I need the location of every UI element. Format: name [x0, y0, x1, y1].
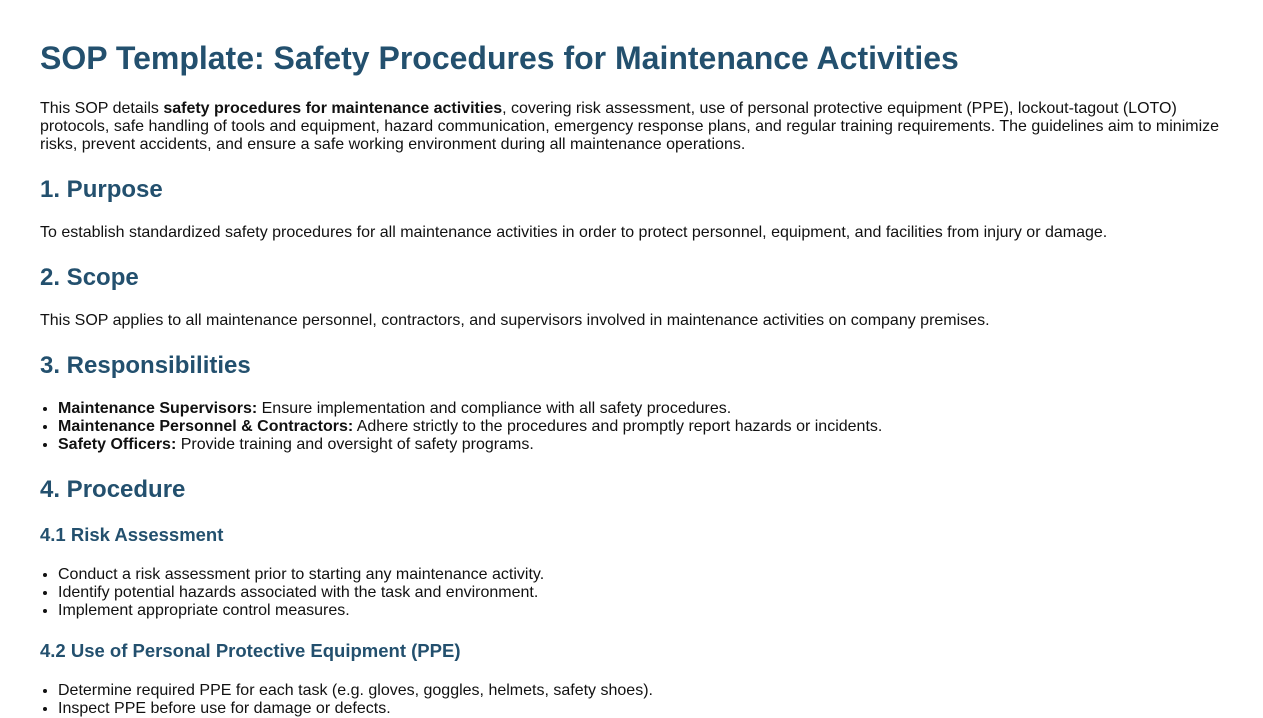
list-item [58, 436, 1223, 454]
list-item: • Implement appropriate control measures. [58, 602, 1223, 620]
intro-bold: safety procedures for maintenance activities [163, 100, 503, 117]
scope-text: This SOP applies to all maintenance personnel, contractors, and supervisors involved in maintenance activities on company premises. [40, 312, 990, 329]
intro-prefix: This SOP details [40, 100, 164, 117]
list-item: • Conduct a risk assessment prior to starting any maintenance activity. [58, 566, 1223, 584]
procedure-heading: 4. Procedure [40, 476, 186, 503]
responsibilities-heading: 3. Responsibilities [40, 352, 251, 379]
responsibility-label: Maintenance Supervisors: [58, 400, 258, 417]
list-item: • Identify potential hazards associated with the task and environment. [58, 584, 1223, 602]
list-item [58, 418, 1223, 436]
intro-suffix: , covering risk assessment, use of personal protective equipment (PPE), lockout-tagout (LOTO) protocols, safe handling of tools and equipment, hazard communication, emergency response plans, and regular training requirements. The guidelines aim to minimize risks, prevent accidents, and ensure a safe working environment during all maintenance operations. [40, 100, 1220, 153]
ppe-list [40, 682, 1223, 718]
intro-paragraph [40, 100, 1223, 154]
risk-assessment-heading: 4.1 Risk Assessment [40, 524, 224, 545]
responsibility-label: Safety Officers: [58, 436, 177, 453]
purpose-heading: 1. Purpose [40, 176, 163, 203]
risk-assessment-list [40, 566, 1223, 620]
responsibility-text: Adhere strictly to the procedures and promptly report hazards or incidents. [353, 418, 883, 435]
list-item: • Inspect PPE before use for damage or defects. [58, 700, 1223, 718]
responsibility-label: Maintenance Personnel & Contractors: [58, 418, 354, 435]
responsibilities-list [40, 400, 1223, 454]
responsibility-text: Provide training and oversight of safety programs. [176, 436, 534, 453]
scope-heading: 2. Scope [40, 264, 139, 291]
purpose-text: To establish standardized safety procedures for all maintenance activities in order to protect personnel, equipment, and facilities from injury or damage. [40, 224, 1108, 241]
responsibility-text: Ensure implementation and compliance with all safety procedures. [257, 400, 732, 417]
ppe-heading: 4.2 Use of Personal Protective Equipment (PPE) [40, 640, 461, 661]
page-title: SOP Template: Safety Procedures for Maintenance Activities [40, 40, 959, 76]
list-item [58, 400, 1223, 418]
list-item: • Determine required PPE for each task (e.g. gloves, goggles, helmets, safety shoes). [58, 682, 1223, 700]
